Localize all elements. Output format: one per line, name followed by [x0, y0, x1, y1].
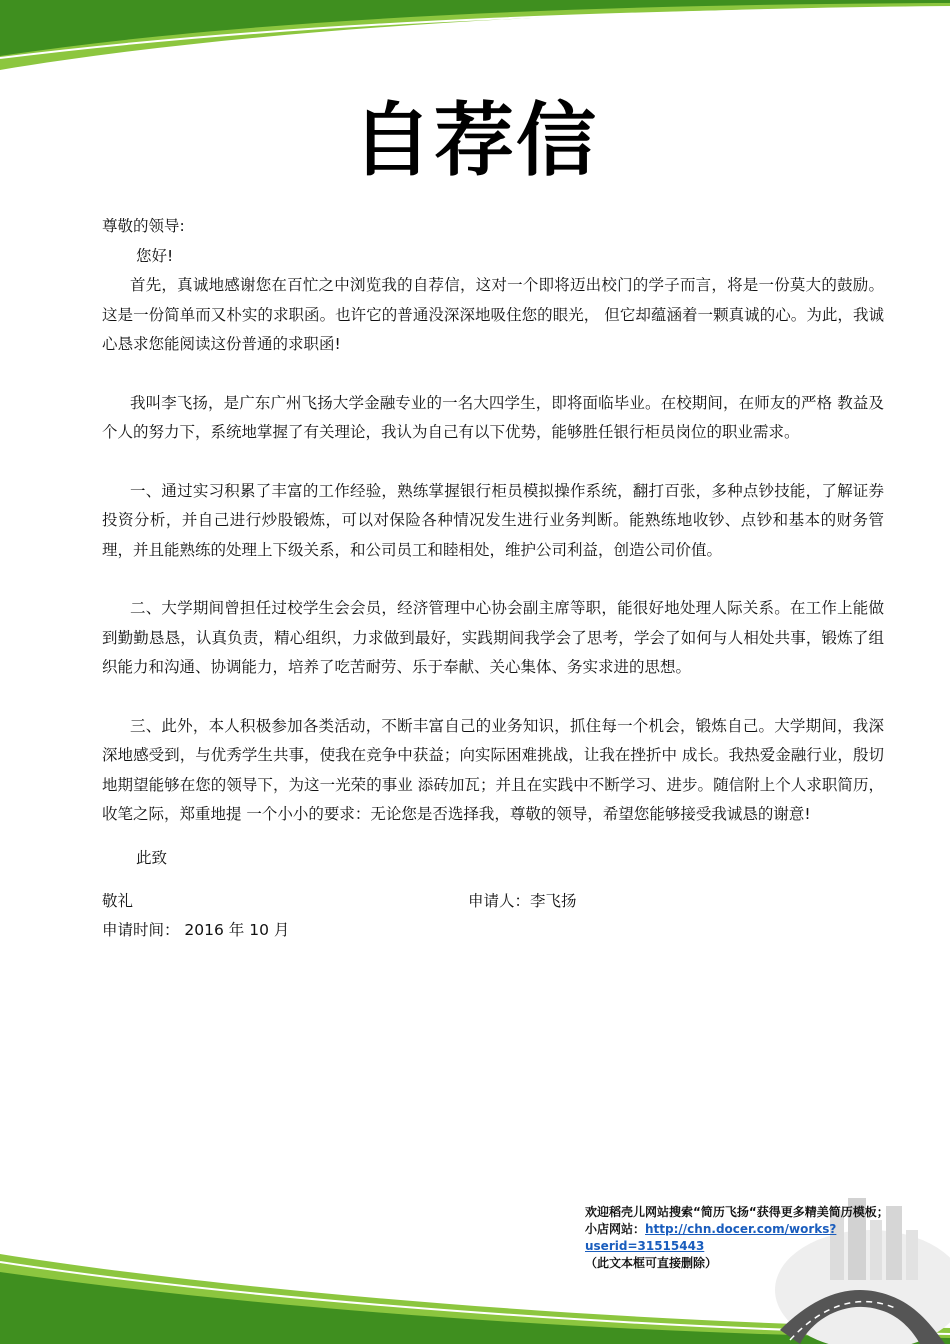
footer-line-2 — [585, 1221, 945, 1255]
closing: 此致 — [136, 848, 168, 867]
document-title: 自荐信 — [352, 94, 598, 187]
salutation: 尊敬的领导: — [102, 217, 185, 235]
footer-line-1: 欢迎稻壳儿网站搜索“简历飞扬“获得更多精美简历模板； — [585, 1205, 889, 1219]
paragraph-strength-1: 一、通过实习积累了丰富的工作经验，熟练掌握银行柜员模拟操作系统，翻打百张，多种点钞技能，了解证券投资分析，并自己进行炒股锻炼，可以对保险各种情况发生进行业务判断。能熟练地收钞、点钞和基本的财务管理，并且能熟练的处理上下级关系，和公司员工和睦相处，维护公司利益，创造公司价值。 — [102, 481, 884, 559]
footer-note — [585, 1204, 945, 1272]
paragraph-intro: 首先，真诚地感谢您在百忙之中浏览我的自荐信，这对一个即将迈出校门的学子而言，将是一份莫大的鼓励。这是一份简单而又朴实的求职函。也许它的普通没深深地吸住您的眼光， 但它却蕴涵着一颗真诚的心。为此，我诚心恳求您能阅读这份普通的求职函! — [102, 276, 884, 353]
application-date: 申请时间： 2016 年 10 月 — [102, 921, 290, 939]
paragraph-strength-2: 二、大学期间曾担任过校学生会会员，经济管理中心协会副主席等职，能很好地处理人际关系。在工作上能做到勤勤恳恳，认真负责，精心组织，力求做到最好，实践期间我学会了思考，学会了如何与人相处共事，锻炼了组织能力和沟通、协调能力，培养了吃苦耐劳、乐于奉献、关心集体、务实求进的思想。 — [102, 599, 884, 676]
signature-row — [102, 887, 884, 916]
letter-body — [102, 212, 884, 946]
paragraph-strength-3: 三、此外，本人积极参加各类活动，不断丰富自己的业务知识，抓住每一个机会，锻炼自己。大学期间，我深深地感受到，与优秀学生共事，使我在竞争中获益；向实际困难挑战，让我在挫折中 成长。我热爱金融行业，殷切地期望能够在您的领导下，为这一光荣的事业 添砖加瓦；并且在实践中不断学习、进步。随信附上个人求职简历，收笔之际，郑重地提 一个小小的要求：无论您是否选择我，尊敬的领导，希望您能够接受我诚恳的谢意! — [102, 716, 884, 823]
applicant-name: 申请人：李飞扬 — [468, 892, 577, 910]
footer-line-3: （此文本框可直接删除） — [585, 1256, 718, 1270]
footer-shop-link[interactable]: http://chn.docer.com/works?userid=31515443 — [585, 1222, 837, 1253]
top-green-swoosh — [0, 0, 950, 80]
footer-shop-label: 小店网站： — [585, 1222, 646, 1236]
regards: 敬礼 — [102, 892, 134, 910]
greeting: 您好! — [136, 246, 174, 265]
paragraph-self-introduction: 我叫李飞扬，是广东广州飞扬大学金融专业的一名大四学生，即将面临毕业。在校期间，在师友的严格 教益及个人的努力下，系统地掌握了有关理论，我认为自己有以下优势，能够胜任银行柜员岗位的职业需求。 — [102, 393, 884, 441]
